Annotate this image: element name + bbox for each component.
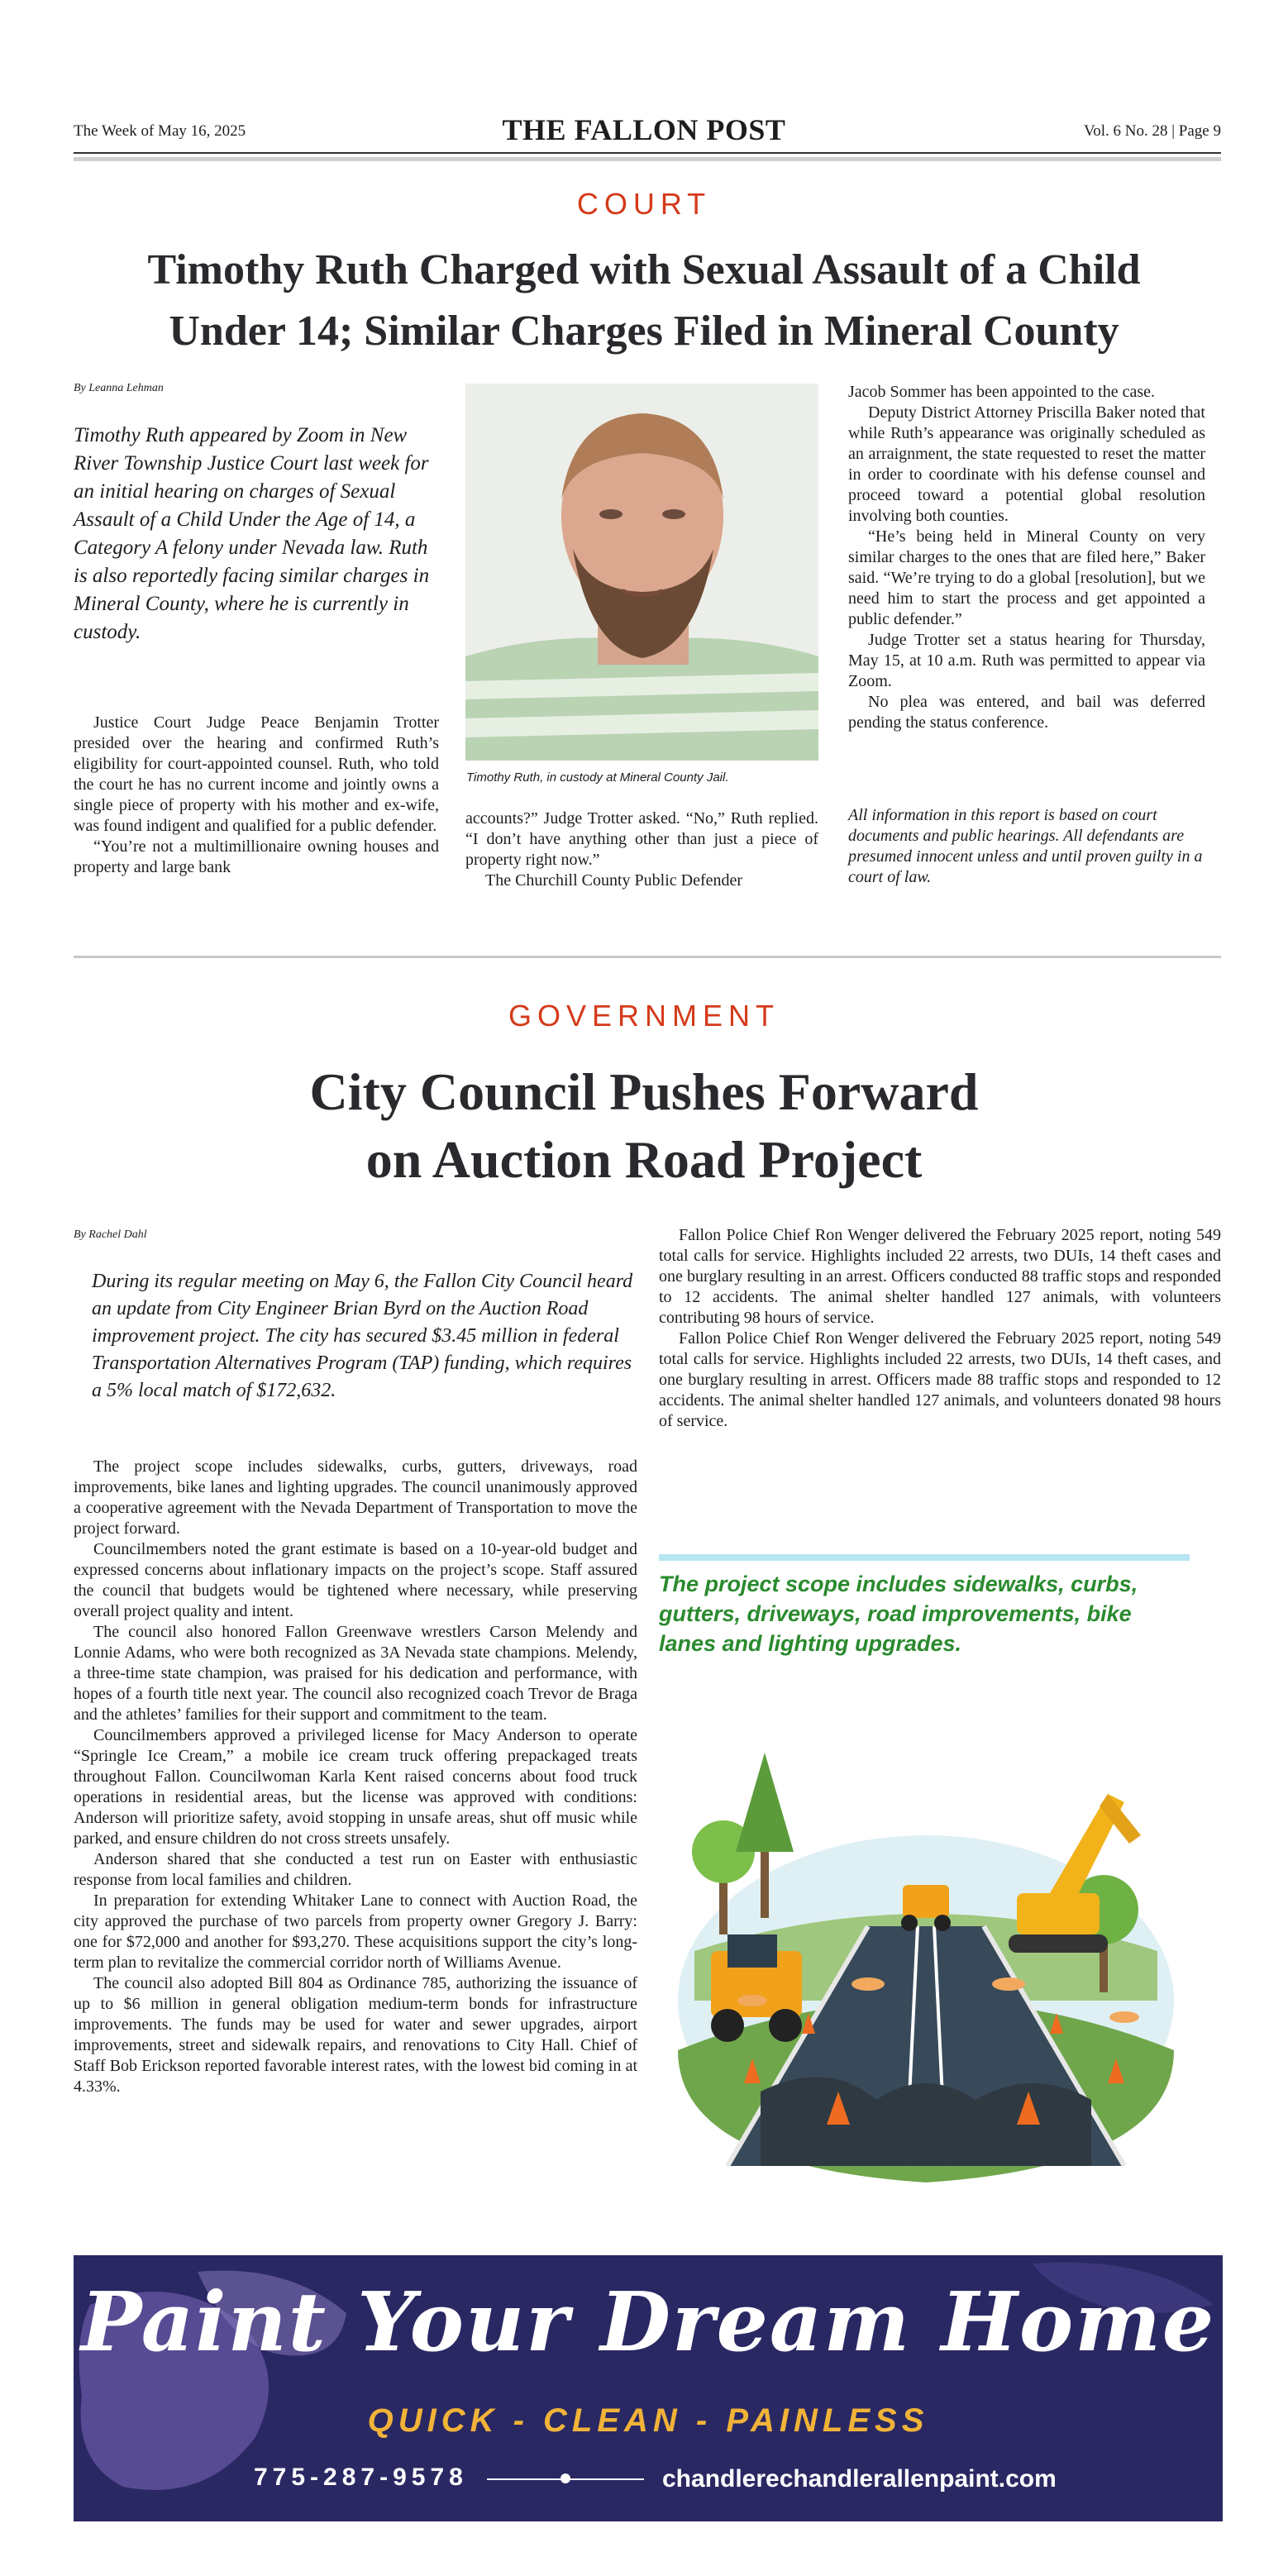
paragraph: Fallon Police Chief Ron Wenger delivered the February 2025 report, noting 549 total calls for service. Highlights included 22 arrests, two DUIs, 14 theft cases, and one burglary resulting in arrest. Officers made 88 traffic stops and responded to 12 accidents. The animal shelter handled 127 animals, and volunteers donated 98 hours of service. [659, 1329, 1221, 1430]
paragraph: Jacob Sommer has been appointed to the case. [848, 383, 1155, 401]
article1-column-3 [848, 382, 1205, 733]
headline-line: on Auction Road Project [365, 1130, 923, 1189]
newspaper-title: THE FALLON POST [502, 113, 786, 146]
byline: By Rachel Dahl [74, 1228, 147, 1241]
ad-phone-number[interactable]: 775-287-9578 [254, 2464, 468, 2491]
article2-column-right [659, 1225, 1221, 1432]
masthead-rule-shadow [74, 157, 1221, 161]
paragraph: The council also honored Fallon Greenwave wrestlers Carson Melendy and Lonnie Adams, who were both recognized as 3A Nevada state champions. Melendy, a three-time state champion, was praised for his dedication and performance, with hopes of a fourth title next year. The council also recognized coach Trevor de Braga and the athletes’ families for their support and commitment to the team. [74, 1623, 637, 1724]
headline-line: Under 14; Similar Charges Filed in Mineral County [169, 308, 1119, 355]
paragraph: Anderson shared that she conducted a test run on Easter with enthusiastic response from local families and children. [74, 1850, 637, 1889]
paragraph: Councilmembers noted the grant estimate is based on a 10-year-old budget and expressed concerns about inflationary impacts on the project’s scope. Staff assured the council that budgets would be tightened where necessary, while preserving overall project quality and intent. [74, 1540, 637, 1620]
masthead-rule [74, 152, 1221, 154]
paragraph: “You’re not a multimillionaire owning houses and property and large bank [74, 837, 439, 876]
article1-column-2 [465, 809, 818, 891]
road-construction-graphic [661, 1703, 1190, 2199]
paragraph: In preparation for extending Whitaker Lane to connect with Auction Road, the city approved the purchase of two parcels from property owner Gregory J. Barry: one for $72,000 and another for $93,270. These acquisitions support the city’s long-term plan to revitalize the commercial corridor north of Williams Avenue. [74, 1891, 637, 1972]
article2-lede: During its regular meeting on May 6, the Fallon City Council heard an update from City Engineer Brian Byrd on the Auction Road improvement project. The city has secured $3.45 million in federal Transportation Alternatives Program (TAP) funding, which requires a 5% local match of $172,632. [92, 1271, 633, 1401]
issue-date: The Week of May 16, 2025 [74, 122, 246, 140]
ad-headline: Paint Your Dream Home [80, 2275, 1216, 2370]
paragraph: Councilmembers approved a privileged license for Macy Anderson to operate “Springle Ice Cream,” a mobile ice cream truck offering prepackaged treats throughout Fallon. Councilwoman Karla Kent raised concerns about food truck operations in residential areas, but the license was approved with conditions: Anderson will prioritize safety, avoid stopping in unsafe areas, shut off music while parked, and ensure children do not cross streets unsafely. [74, 1726, 637, 1848]
section-label-government: GOVERNMENT [508, 999, 780, 1033]
section-divider [74, 956, 1221, 958]
ad-tagline: QUICK - CLEAN - PAINLESS [367, 2402, 929, 2439]
ad-website-link[interactable]: chandlerechandlerallenpaint.com [662, 2465, 1057, 2493]
road-construction-illustration [661, 1703, 1190, 2199]
photo-timothy-ruth [465, 384, 818, 761]
mugshot-illustration [465, 384, 818, 761]
article2-headline [0, 1058, 1288, 1194]
legal-disclaimer: All information in this report is based on court documents and public hearings. All defendants are presumed innocent unless and until proven guilty in a court of law. [848, 806, 1203, 886]
issue-page-info: Vol. 6 No. 28 | Page 9 [1083, 122, 1221, 140]
paragraph: The project scope includes sidewalks, curbs, gutters, driveways, road improvements, bike lanes and lighting upgrades. The council unanimously approved a cooperative agreement with the Nevada Department of Transportation to move the project forward. [74, 1457, 637, 1538]
byline: By Leanna Lehman [74, 382, 164, 394]
paragraph: accounts?” Judge Trotter asked. “No,” Ruth replied. “I don’t have anything other than just a piece of property right now.” [465, 809, 818, 869]
paragraph: The Churchill County Public Defender [485, 871, 743, 890]
section-label-court: COURT [576, 187, 712, 221]
paragraph: “He’s being held in Mineral County on very similar charges to the ones that are filed here,” Baker said. “We’re trying to do a global [resolution], but we need him to start the process and get appointed a public defender.” [848, 527, 1205, 628]
paragraph: Judge Trotter set a status hearing for Thursday, May 15, at 10 a.m. Ruth was permitted to appear via Zoom. [848, 631, 1205, 690]
paragraph: Justice Court Judge Peace Benjamin Trotter presided over the hearing and confirmed Ruth’s eligibility for court-appointed counsel. Ruth, who told the court he has no current income and jointly owns a single piece of property with his mother and ex-wife, was found indigent and qualified for a public defender. [74, 713, 439, 835]
paragraph: No plea was entered, and bail was deferred pending the status conference. [848, 693, 1205, 732]
article2-column-left [74, 1457, 637, 2097]
headline-line: Timothy Ruth Charged with Sexual Assault of a Child [147, 246, 1141, 293]
article1-column-1 [74, 713, 439, 878]
pull-quote: The project scope includes sidewalks, curbs, gutters, driveways, road improvements, bike lanes and lighting upgrades. [659, 1572, 1138, 1656]
article1-headline [0, 240, 1288, 362]
photo-caption: Timothy Ruth, in custody at Mineral County Jail. [466, 770, 729, 785]
ad-separator-dot [561, 2473, 570, 2483]
paragraph: The council also adopted Bill 804 as Ordinance 785, authorizing the issuance of up to $6 million in general obligation medium-term bonds for infrastructure improvements. The funds may be used for water and sewer upgrades, airport improvements, street and sidewalk repairs, and renovations to City Hall. Chief of Staff Bob Erickson reported favorable interest rates, with the lowest bid coming in at 4.33%. [74, 1974, 637, 2096]
paragraph: Deputy District Attorney Priscilla Baker noted that while Ruth’s appearance was originally scheduled as an arraignment, the state requested to reset the matter in order to coordinate with his defense counsel and proceed toward a potential global resolution involving both counties. [848, 403, 1205, 525]
pull-quote-rule [659, 1554, 1190, 1561]
article1-lede: Timothy Ruth appeared by Zoom in New River Township Justice Court last week for an initial hearing on charges of Sexual Assault of a Child Under the Age of 14, a Category A felony under Nevada law. Ruth is also reportedly facing similar charges in Mineral County, where he is currently in custody. [74, 424, 430, 643]
painting-advertisement[interactable] [74, 2255, 1223, 2521]
paragraph: Fallon Police Chief Ron Wenger delivered the February 2025 report, noting 549 total calls for service. Highlights included 22 arrests, two DUIs, 14 theft cases and one burglary resulting in an arrest. Officers conducted 88 traffic stops and responded to 12 accidents. The animal shelter handled 127 animals, with volunteers contributing 98 hours of service. [659, 1226, 1221, 1327]
headline-line: City Council Pushes Forward [309, 1062, 979, 1121]
